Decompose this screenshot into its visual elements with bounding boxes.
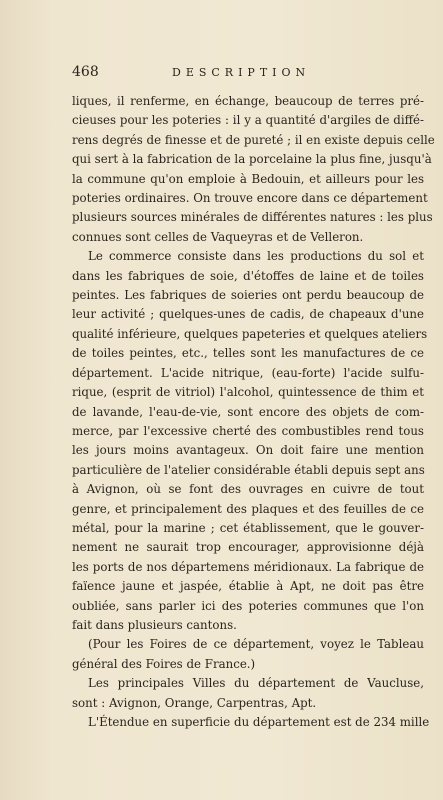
- running-title: DESCRIPTION: [172, 66, 311, 79]
- text-line: oubliée, sans parler ici des poteries communes que l'on: [72, 598, 424, 613]
- paragraph: [72, 713, 430, 732]
- text-line: qualité inférieure, quelques papeteries et quelques ateliers: [72, 326, 428, 341]
- text-line: liques, il renferme, en échange, beaucoup de terres pré-: [72, 94, 424, 108]
- paragraph: [72, 635, 424, 674]
- text-line: général des Foires de France.): [72, 656, 256, 671]
- page-number: 468: [72, 64, 99, 80]
- text-line: de toiles peintes, etc., telles sont les manufactures de ce: [72, 346, 424, 361]
- text-line: de lavande, l'eau-de-vie, sont encore des objets de com-: [72, 404, 424, 419]
- text-line: particulière de l'atelier considérable établi depuis sept ans: [72, 462, 425, 477]
- text-line: peintes. Les fabriques de soieries ont perdu beaucoup de: [72, 288, 424, 303]
- text-line: à Avignon, où se font des ouvrages en cuivre de tout: [72, 482, 424, 497]
- text-line: métal, pour la marine ; cet établissement, que le gouver-: [72, 520, 424, 535]
- text-line: Les principales Villes du département de Vaucluse,: [88, 676, 424, 691]
- text-line: dans les fabriques de soie, d'étoffes de laine et de toiles: [72, 268, 424, 283]
- text-line: cieuses pour les poteries : il y a quantité d'argiles de diffé-: [72, 113, 424, 128]
- text-line: leur activité ; quelques-unes de cadis, de chapeaux d'une: [72, 307, 424, 322]
- paragraph: [72, 247, 428, 635]
- paragraph: [72, 92, 435, 247]
- text-line: les ports de nos départemens méridionaux. La fabrique de: [72, 559, 424, 574]
- page-header: [72, 64, 422, 82]
- text-line: plusieurs sources minérales de différentes natures : les plus: [72, 210, 433, 225]
- text-line: qui sert à la fabrication de la porcelaine la plus fine, jusqu'à: [72, 152, 432, 167]
- text-line: sont : Avignon, Orange, Carpentras, Apt.: [72, 695, 317, 710]
- text-line: nement ne saurait trop encourager, approvisionne déjà: [72, 540, 424, 555]
- text-line: faïence jaune et jaspée, établie à Apt, ne doit pas être: [72, 579, 424, 594]
- text-line: poteries ordinaires. On trouve encore dans ce département: [72, 191, 428, 206]
- text-line: L'Étendue en superficie du département est de 234 mille: [88, 715, 430, 729]
- text-line: la commune qu'on emploie à Bedouin, et ailleurs pour les: [72, 171, 424, 186]
- text-line: connues sont celles de Vaqueyras et de Velleron.: [72, 229, 364, 244]
- text-line: rens degrés de finesse et de pureté ; il en existe depuis celle: [72, 132, 435, 147]
- text-line: les jours moins avantageux. On doit faire une mention: [72, 443, 424, 458]
- text-line: fait dans plusieurs cantons.: [72, 617, 237, 632]
- text-line: (Pour les Foires de ce département, voyez le Tableau: [88, 637, 424, 652]
- text-line: Le commerce consiste dans les productions du sol et: [88, 249, 424, 264]
- text-line: département. L'acide nitrique, (eau-forte) l'acide sulfu-: [72, 365, 424, 380]
- text-line: merce, par l'excessive cherté des combustibles rend tous: [72, 423, 424, 438]
- paragraph: [72, 674, 424, 713]
- body-text: [72, 92, 435, 732]
- text-line: genre, et principalement des plaques et des feuilles de ce: [72, 501, 424, 516]
- text-line: rique, (esprit de vitriol) l'alcohol, quintessence de thim et: [72, 385, 424, 400]
